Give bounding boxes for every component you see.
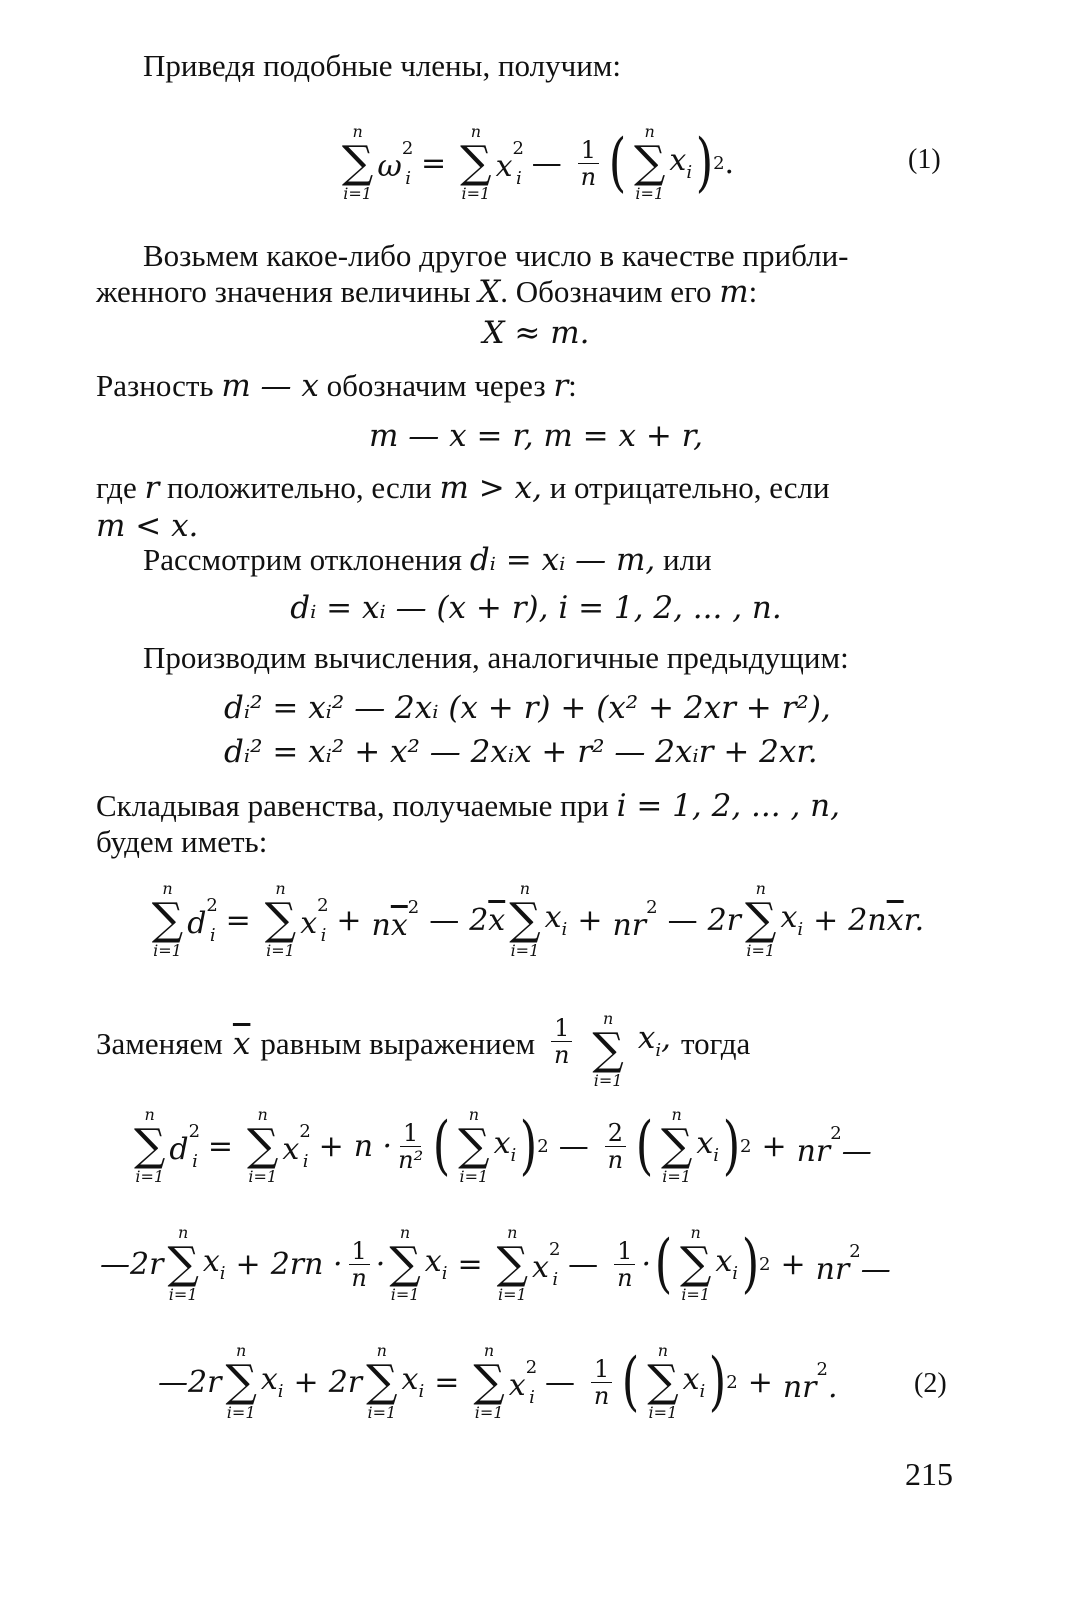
paragraph-6: Производим вычисления, аналогичные предыдущим:	[143, 640, 849, 675]
paragraph-4-line-2: m < x.	[96, 508, 199, 544]
paragraph-2-line-2: женного значения величины X. Обозначим его m:	[96, 274, 758, 310]
paragraph-8: Заменяем $\overline{x}$ равным выражением $\frac{1}{n}$ n ∑ i=1 $x_i$, тогда	[96, 1009, 751, 1090]
paragraph-4-line-1: где r положительно, если m > x, и отрицательно, если	[96, 470, 830, 506]
equation-big-line-1: n ∑ i=1 $d^2_i$ = n ∑ i=1 $x^2_i$ + n · $\frac{1}{\text{n²}}$ ( n ∑ i=1 $x_i$ ) 2 — $\frac{2}{n}$ ( n ∑ i=1 $x_i$ ) 2 + $nr^2—$	[134, 1105, 872, 1186]
equation-number-2: (2)	[914, 1368, 947, 1399]
paragraph-5: Рассмотрим отклонения dᵢ = xᵢ — m, или	[143, 542, 712, 578]
sum-symbol: n ∑ i=1	[341, 122, 374, 203]
equation-d2-line-1: dᵢ² = xᵢ² — 2xᵢ (x + r) + (x² + 2xr + r²),	[224, 690, 831, 726]
equation-approx: X ≈ m.	[482, 315, 590, 351]
paragraph-3: Разность m — x обозначим через r:	[96, 368, 577, 404]
paragraph-7-line-2: будем иметь:	[96, 824, 268, 859]
equation-big-line-3: —2r n ∑ i=1 $x_i$ + 2r n ∑ i=1 $x_i$ = n ∑ i=1 $x^2_i$ — $\frac{1}{n}$ ( n ∑ i=1 $x_i$ ) 2 + $nr^2$. (2)	[158, 1341, 947, 1422]
equation-d: dᵢ = xᵢ — (x + r), i = 1, 2, ... , n.	[290, 590, 782, 626]
paragraph-intro: Приведя подобные члены, получим:	[143, 48, 622, 83]
equation-big-line-2: —2r n ∑ i=1 $x_i$ + 2rn · $\frac{1}{n}$ · n ∑ i=1 $x_i$ = n ∑ i=1 $x^2_i$ — $\frac{1}{n}$ · ( n ∑ i=1 $x_i$ ) 2 + $nr^2—$	[100, 1223, 891, 1304]
equation-r: m — x = r, m = x + r,	[369, 418, 703, 454]
paragraph-7-line-1: Складывая равенства, получаемые при i = 1, 2, ... , n,	[96, 788, 840, 824]
equation-sum-d2: n ∑ i=1 $d^2_i$ = n ∑ i=1 $x^2_i$ + $n\overline{x}^2$ — $2\overline{x}$ n ∑ i=1 $x_i$ + $nr^2$ — 2r n ∑ i=1 $x_i$ + $2n\overline{x}r$.	[151, 879, 925, 960]
page-number: 215	[905, 1456, 953, 1492]
equation-d2-line-2: dᵢ² = xᵢ² + x² — 2xᵢx + r² — 2xᵢr + 2xr.	[224, 734, 818, 770]
paragraph-2-line-1: Возьмем какое-либо другое число в качестве прибли-	[143, 238, 849, 273]
equation-number-1: (1)	[908, 144, 941, 175]
equation-1: n ∑ i=1 $\omega^2_i$ = n ∑ i=1 $x^2_i$ — $\frac{1}{n}$ ( n ∑ i=1 $x_i$ ) 2 . (1)	[341, 122, 941, 203]
